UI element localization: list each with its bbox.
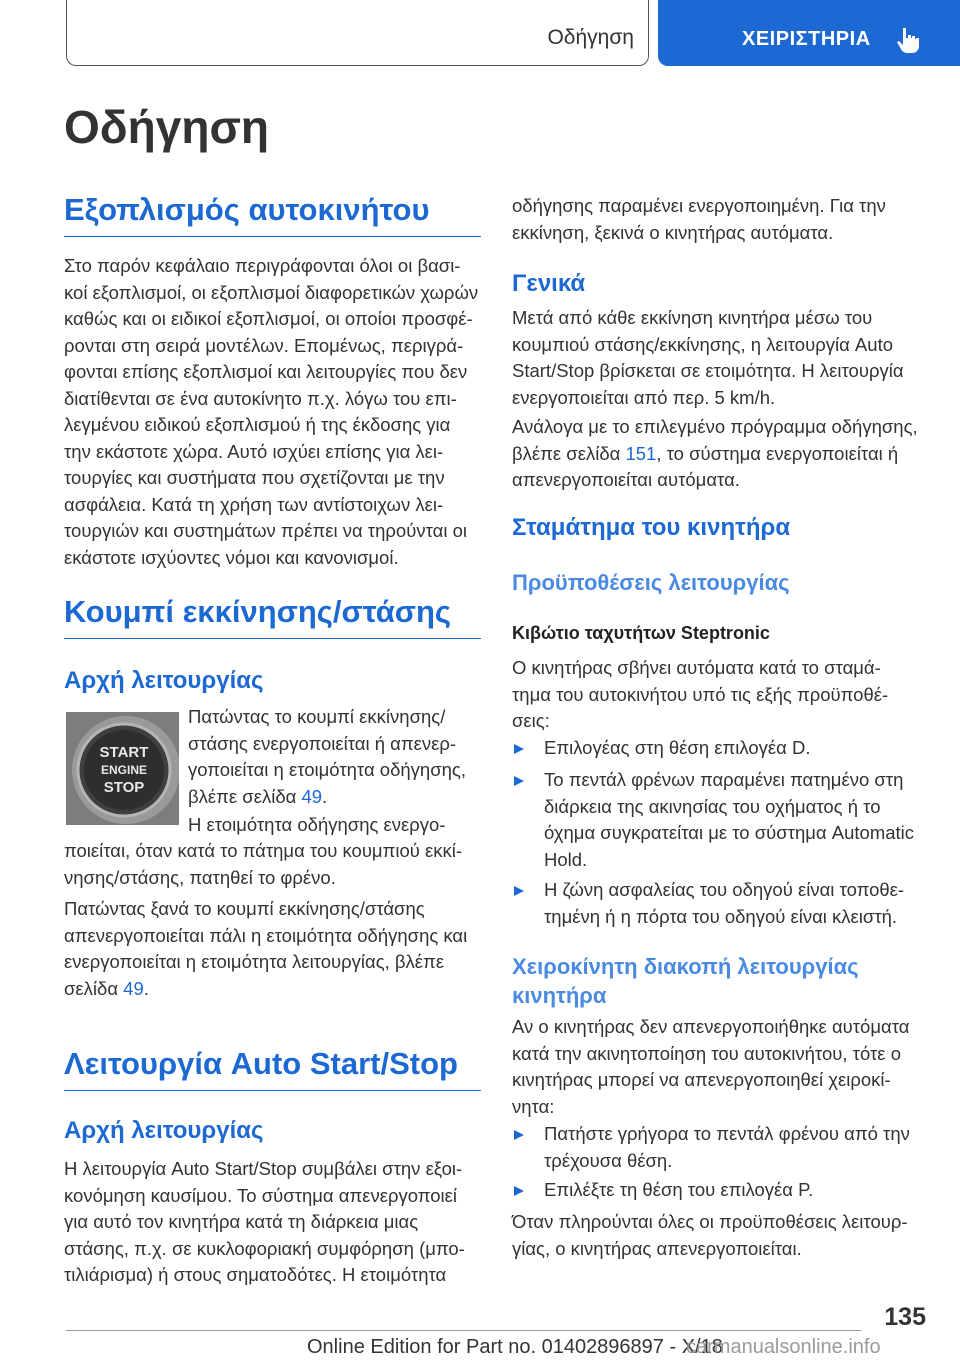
subsection-title-principle: Αρχή λειτουργίας xyxy=(64,667,264,694)
text-line: για αυτό τον κινητήρα κατά τη διάρκεια μιας xyxy=(64,1211,419,1232)
text-line: νητα: xyxy=(512,1095,555,1117)
text-line: ενεργοποιείται από περ. 5 km/h. xyxy=(512,386,776,408)
subsection-title-principle: Αρχή λειτουργίας xyxy=(64,1117,264,1144)
text-line: τουργιών και συστημάτων πρέπει να τηρούνται οι xyxy=(64,520,467,541)
photo-label-engine: ENGINE xyxy=(100,763,148,777)
text-line: Πατώντας το κουμπί εκκίνησης/ xyxy=(188,706,446,727)
text-line: λεγμένου ειδικού εξοπλισμού ή της έκδοσης για xyxy=(64,414,451,435)
text-line: απενεργοποιείται αυτόματα. xyxy=(512,469,740,490)
page-link-151[interactable]: 151 xyxy=(625,442,657,464)
bullet-triangle-icon xyxy=(514,1186,524,1196)
page-link-49[interactable]: 49 xyxy=(301,785,323,807)
text-line: Πατώντας ξανά το κουμπί εκκίνησης/στάσης xyxy=(64,898,425,919)
text-line: Επιλέξτε τη θέση του επιλογέα P. xyxy=(544,1179,814,1200)
text-line: στάσης ενεργοποιείται ή απενερ- xyxy=(188,732,457,754)
text-line: τημα του αυτοκινήτου υπό τις εξής προϋποθέ- xyxy=(512,683,889,705)
edition-label: Online Edition for Part no. 01402896897 - X/18 xyxy=(307,1336,723,1358)
bullet-triangle-icon xyxy=(514,776,524,786)
text-line: γοποιείται η ετοιμότητα οδήγησης, xyxy=(188,759,466,780)
text-line: εκάστοτε ισχύοντες νόμοι και κανονισμοί. xyxy=(64,546,399,568)
text-line: Ο κινητήρας σβήνει αυτόματα κατά το σταμά- xyxy=(512,657,881,678)
subsection-title-prerequisites: Προϋποθέσεις λειτουργίας xyxy=(512,570,790,595)
bullet-triangle-icon xyxy=(514,886,524,896)
header-chapter-tab xyxy=(66,0,649,66)
readiness-text-start xyxy=(188,812,488,839)
bullet-triangle-icon xyxy=(514,1130,524,1140)
text-line: Στο παρόν κεφάλαιο περιγράφονται όλοι οι βασι- xyxy=(64,255,461,276)
text-line: γίας, ο κινητήρας απενεργοποιείται. xyxy=(512,1237,802,1259)
text-line: Όταν πληρούνται όλες οι προϋποθέσεις λειτουρ- xyxy=(512,1211,908,1232)
text-line: εκκίνηση, ξεκινά ο κινητήρας αυτόματα. xyxy=(512,221,834,243)
watermark: carmanualsonline.info xyxy=(686,1336,881,1358)
text-line: κατά την ακινητοποίηση του αυτοκινήτου, τότε ο xyxy=(512,1042,901,1064)
text-line: Hold. xyxy=(544,848,588,870)
photo-label-start: START xyxy=(99,744,149,761)
text-line: φονται επίσης εξοπλισμοί και λειτουργίες που δεν xyxy=(64,361,468,382)
text-line: την εκάστοτε χώρα. Αυτό ισχύει επίσης για λει- xyxy=(64,440,444,462)
text-span: βλέπε σελίδα xyxy=(512,442,626,464)
closing-text xyxy=(512,1209,930,1262)
text-line: κουμπιού στάσης/εκκίνησης, η λειτουργία Auto xyxy=(512,333,893,355)
text-line: Ανάλογα με το επιλεγμένο πρόγραμμα οδήγησης, xyxy=(512,416,918,437)
equipment-text xyxy=(64,253,481,571)
text-line: τρέχουσα θέση. xyxy=(544,1149,673,1171)
text-line: τουργίες και συστήματα που σχετίζονται με την xyxy=(64,467,445,488)
text-span: βλέπε σελίδα xyxy=(188,785,302,807)
page-number: 135 xyxy=(884,1303,926,1331)
photo-label-stop: STOP xyxy=(103,779,145,796)
text-line: ποιείται, όταν κατά το πάτημα του κουμπιού εκκί- xyxy=(64,840,463,861)
manual-stop-text xyxy=(512,1014,930,1120)
general-text xyxy=(512,305,930,411)
text-span: σελίδα xyxy=(64,977,124,999)
text-line: Μετά από κάθε εκκίνηση κινητήρα μέσω του xyxy=(512,307,873,328)
text-line: Αν ο κινητήρας δεν απενεργοποιήθηκε αυτόματα xyxy=(512,1016,910,1037)
text-line: Start/Stop βρίσκεται σε ετοιμότητα. Η λειτουργία xyxy=(512,360,904,381)
text-line: ρονται στη σειρά μοντέλων. Επομένως, περιγρά- xyxy=(64,334,464,356)
section-title-start-stop-button: Κουμπί εκκίνησης/στάσης xyxy=(64,594,481,639)
text-line: τιλιάρισμα) ή στους σηματοδότες. Η ετοιμότητα xyxy=(64,1264,447,1285)
text-line: σελίδα 49. xyxy=(64,977,149,999)
text-span: , το σύστημα ενεργοποιείται ή xyxy=(656,442,899,464)
text-line xyxy=(512,441,930,468)
text-line: Η λειτουργία Auto Start/Stop συμβάλει στην εξοι- xyxy=(64,1158,463,1179)
text-line: τημένη ή η πόρτα του οδηγού είναι κλειστή. xyxy=(544,905,898,927)
readiness-text xyxy=(64,838,481,891)
section-title-equipment: Εξοπλισμός αυτοκινήτου xyxy=(64,192,481,237)
text-line: Η ετοιμότητα οδήγησης ενεργο- xyxy=(188,814,446,835)
text-line: Πατήστε γρήγορα το πεντάλ φρένου από την xyxy=(544,1123,910,1144)
text-line: σεις: xyxy=(512,710,550,731)
text-line: όχημα συγκρατείται με το σύστημα Automatic xyxy=(544,822,915,843)
continued-text xyxy=(512,193,930,246)
subsection-title-general: Γενικά xyxy=(512,270,586,297)
text-line: βλέπε σελίδα 49. xyxy=(188,785,328,807)
page-title: Οδήγηση xyxy=(64,101,270,153)
text-line: Το πεντάλ φρένων παραμένει πατημένο στη xyxy=(544,769,904,790)
text-line: νησης/στάσης, πατηθεί το φρένο. xyxy=(64,866,336,888)
footer-divider xyxy=(66,1330,861,1331)
bullet-triangle-icon xyxy=(514,744,524,754)
text-line: οδήγησης παραμένει ενεργοποιημένη. Για την xyxy=(512,195,886,216)
start-engine-stop-button-photo xyxy=(66,712,179,825)
title-line: κινητήρα xyxy=(512,983,607,1008)
start-button-text xyxy=(188,704,488,810)
gearbox-title: Κιβώτιο ταχυτήτων Steptronic xyxy=(512,623,770,643)
page-link-49[interactable]: 49 xyxy=(123,977,144,999)
text-line: κονόμηση καυσίμου. Το σύστημα απενεργοποιεί xyxy=(64,1184,458,1206)
title-line: Χειροκίνητη διακοπή λειτουργίας xyxy=(512,954,859,979)
subsection-title-manual-stop xyxy=(512,952,930,1010)
general-text-2 xyxy=(512,414,930,494)
gearbox-text xyxy=(512,655,930,735)
text-line: Επιλογέας στη θέση επιλογέα D. xyxy=(544,737,811,758)
press-again-text xyxy=(64,896,481,1002)
text-line: απενεργοποιείται πάλι η ετοιμότητα οδήγησης και xyxy=(64,924,468,946)
section-title-auto-start-stop: Λειτουργία Auto Start/Stop xyxy=(64,1046,481,1091)
text-line: κοί εξοπλισμοί, οι εξοπλισμοί διαφορετικών χωρών xyxy=(64,281,479,303)
text-line: ασφάλεια. Κατά τη χρήση των αντίστοιχων λει- xyxy=(64,493,444,515)
text-line: κινητήρας μπορεί να απενεργοποιηθεί χειροκί- xyxy=(512,1069,891,1090)
text-line: διάρκεια της ακινησίας του οχήματος ή το xyxy=(544,795,881,817)
text-line: Η ζώνη ασφαλείας του οδηγού είναι τοποθε- xyxy=(544,879,905,900)
text-line: στάσης, π.χ. σε κυκλοφοριακή συμφόρηση (μπο- xyxy=(64,1237,465,1259)
text-line: καθώς και οι ειδικοί εξοπλισμοί, οι οποίοι προσφέ- xyxy=(64,308,473,329)
auto-start-stop-text xyxy=(64,1156,481,1289)
pointing-hand-icon xyxy=(894,26,920,54)
chapter-label: Οδήγηση xyxy=(547,26,634,49)
text-line: διατίθενται σε ένα αυτοκίνητο π.χ. λόγω του επι- xyxy=(64,387,457,409)
subsection-title-stopping-engine: Σταμάτημα του κινητήρα xyxy=(512,514,791,541)
text-line: ενεργοποιείται η ετοιμότητα λειτουργίας, βλέπε xyxy=(64,951,445,972)
section-label: ΧΕΙΡΙΣΤΗΡΙΑ xyxy=(742,28,871,50)
header-section-tab xyxy=(658,0,960,66)
